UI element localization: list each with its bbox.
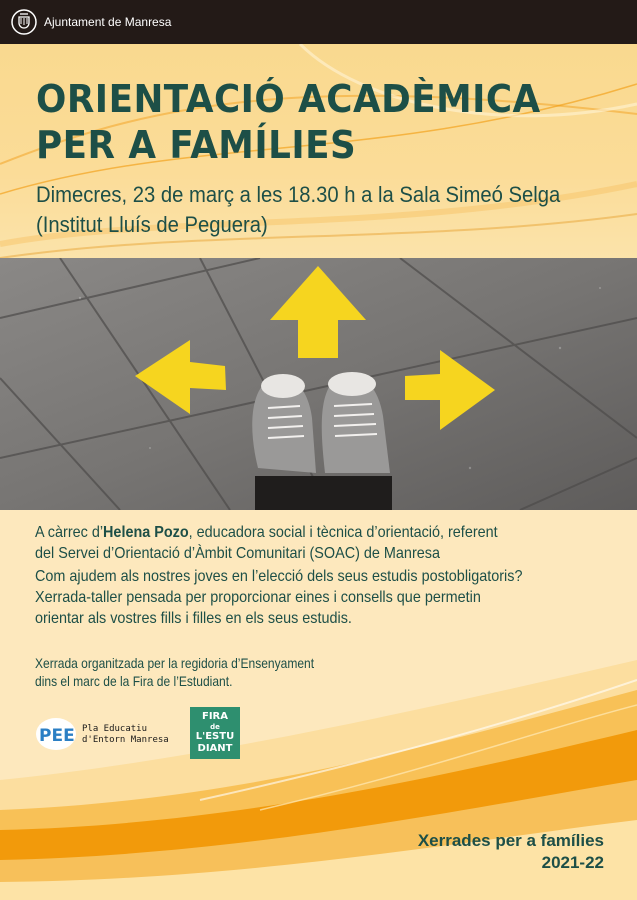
event-date-place: Dimecres, 23 de març a les 18.30 h a la Sala Simeó Selga <box>36 182 561 207</box>
pee-logo-text <box>82 724 169 746</box>
top-bar <box>0 0 637 44</box>
content-area <box>0 510 637 900</box>
description-line-2: Xerrada-taller pensada per proporcionar eines i consells que permetin <box>35 589 481 606</box>
speaker-prefix: A càrrec d’ <box>35 524 104 541</box>
pee-logo <box>35 716 175 756</box>
pee-logo-mark <box>35 716 77 752</box>
organizer-note <box>35 654 314 690</box>
speaker-service: del Servei d’Orientació d’Àmbit Comunitari (SOAC) de Manresa <box>35 545 440 562</box>
fira-line-3: L'ESTU <box>195 731 235 742</box>
page-title <box>36 76 541 168</box>
speaker-name: Helena Pozo <box>103 524 189 541</box>
title-line-1: ORIENTACIÓ ACADÈMICA <box>36 77 541 121</box>
series-title: Xerrades per a famílies <box>417 831 604 850</box>
pee-line-2: d'Entorn Manresa <box>82 735 169 745</box>
event-venue: (Institut Lluís de Peguera) <box>36 212 268 237</box>
speaker-paragraph <box>35 522 498 564</box>
fira-estudiant-logo <box>190 707 240 759</box>
fira-line-4: DIANT <box>197 743 233 754</box>
manresa-crest-icon <box>11 9 37 35</box>
organization-name: Ajuntament de Manresa <box>44 15 172 29</box>
fira-line-1: FIRA <box>202 711 228 722</box>
title-line-2: PER A FAMÍLIES <box>36 123 357 167</box>
fira-line-2: de <box>210 723 220 731</box>
series-year: 2021-22 <box>541 853 604 872</box>
organizer-line-2: dins el marc de la Fira de l’Estudiant. <box>35 673 233 689</box>
sneakers-arrows-photo <box>0 258 637 510</box>
pee-mark-text: PEE <box>39 726 75 746</box>
speaker-role: , educadora social i tècnica d’orientació, referent <box>188 524 498 541</box>
description-line-1: Com ajudem als nostres joves en l’elecció dels seus estudis postobligatoris? <box>35 568 523 585</box>
event-details <box>36 180 560 240</box>
description-paragraph <box>35 566 522 629</box>
organizer-line-1: Xerrada organitzada per la regidoria d’Ensenyament <box>35 655 315 671</box>
header-banner <box>0 44 637 258</box>
description-line-3: orientar als vostres fills i filles en els seus estudis. <box>35 610 352 627</box>
pee-line-1: Pla Educatiu <box>82 724 148 734</box>
series-label <box>418 830 604 874</box>
